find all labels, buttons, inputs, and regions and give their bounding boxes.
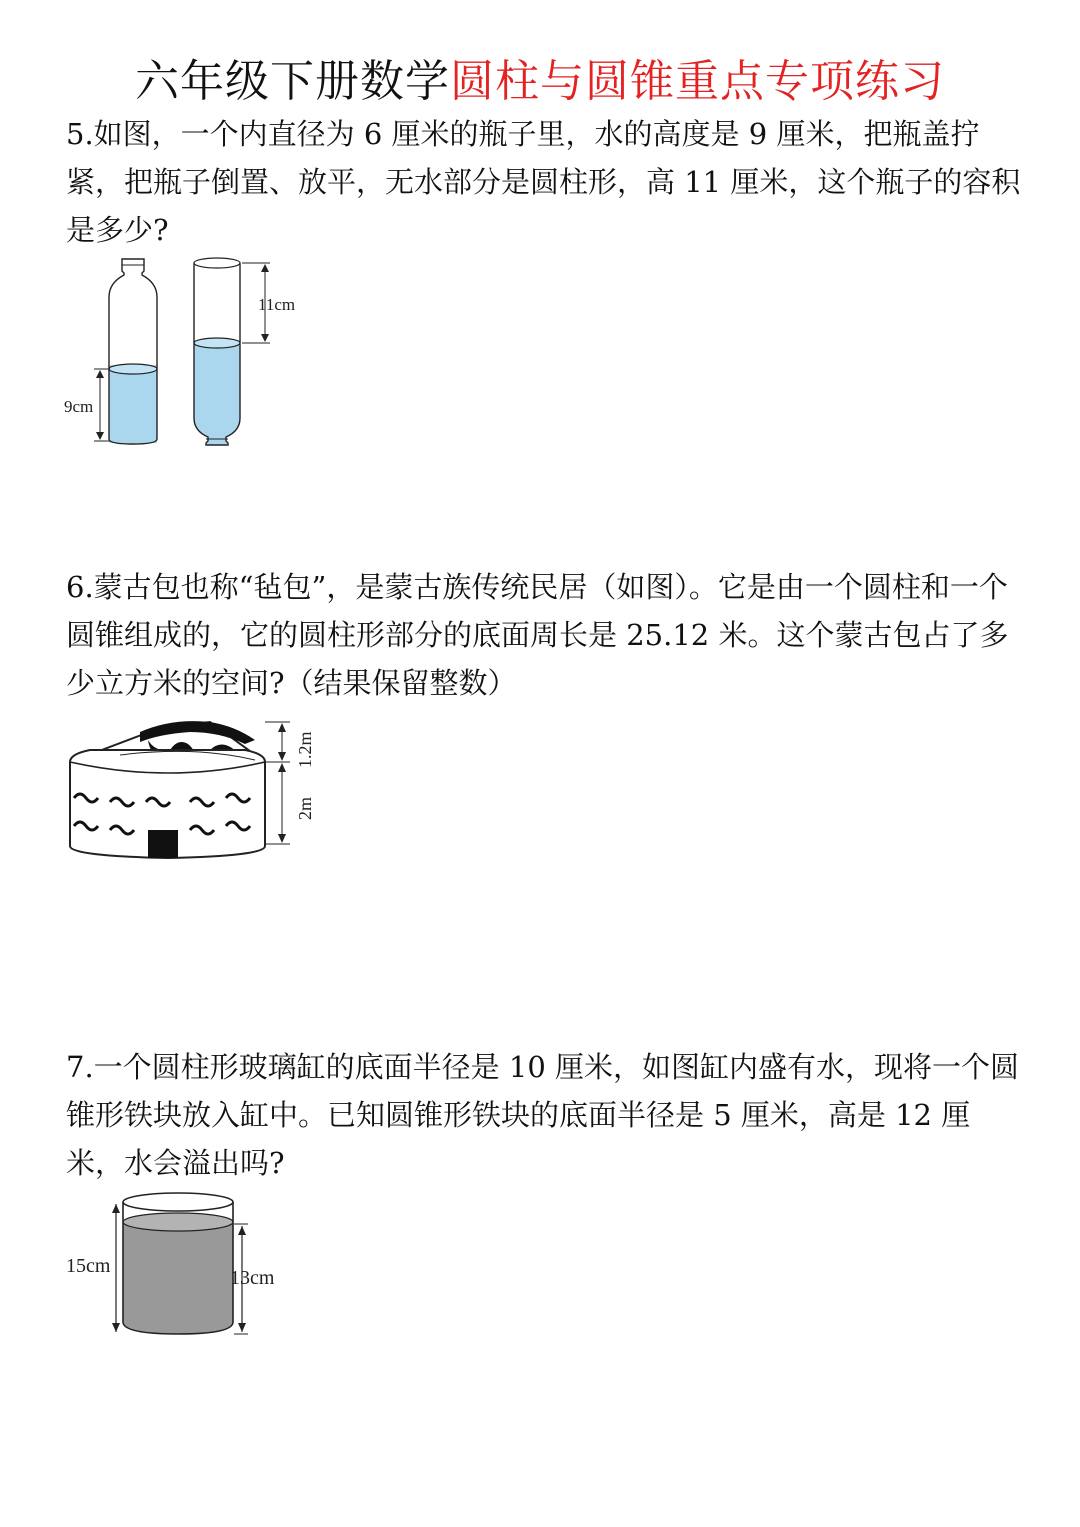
water-level-dimension (230, 1224, 275, 1334)
title-grade: 六年级下册数学 (135, 56, 450, 107)
yurt-dimensions (265, 722, 315, 844)
tank-figure (60, 1180, 300, 1345)
water-height-dimension (64, 369, 110, 441)
yurt-figure (60, 710, 340, 870)
water-height-label: 9cm (64, 397, 94, 416)
upright-water (109, 365, 157, 443)
cylinder-height-label: 2m (295, 796, 315, 820)
inverted-water (194, 340, 240, 418)
title-topic: 圆柱与圆锥重点专项练习 (450, 56, 945, 107)
air-height-dimension (242, 263, 295, 343)
inverted-water-surface (194, 338, 240, 348)
problem-6 (66, 563, 1026, 707)
bottle-diagram (60, 245, 320, 460)
air-height-label: 11cm (258, 295, 296, 314)
tank-rim (123, 1193, 233, 1211)
yurt-door (148, 830, 178, 858)
problem-5-text: 5.如图，一个内直径为 6 厘米的瓶子里，水的高度是 9 厘米，把瓶盖拧紧，把瓶子倒置、放平，无水部分是圆柱形，高 11 厘米，这个瓶子的容积是多少? (66, 117, 1021, 247)
tank-diagram (60, 1180, 300, 1345)
yurt-roof-crown (140, 721, 255, 744)
tank-height-label: 15cm (66, 1255, 111, 1277)
problem-5 (66, 110, 1026, 254)
tank-height-dimension (66, 1204, 120, 1332)
problem-7 (66, 1043, 1026, 1187)
problem-6-text: 6.蒙古包也称“毡包”，是蒙古族传统民居（如图）。它是由一个圆柱和一个圆锥组成的，它的圆柱形部分的底面周长是 25.12 米。这个蒙古包占了多少立方米的空间?（结果保留整数） (66, 570, 1009, 700)
cone-height-label: 1.2m (295, 731, 315, 768)
inverted-bottle (194, 258, 240, 445)
tank-water-surface (123, 1213, 233, 1231)
water-level-label: 13cm (230, 1267, 275, 1289)
worksheet-title (0, 52, 1080, 112)
upright-water-surface (109, 364, 157, 374)
upright-bottle (109, 259, 157, 444)
tank-water (123, 1222, 233, 1334)
bottle-figure (60, 245, 320, 460)
problem-7-text: 7.一个圆柱形玻璃缸的底面半径是 10 厘米，如图缸内盛有水，现将一个圆锥形铁块放入缸中。已知圆锥形铁块的底面半径是 5 厘米，高是 12 厘米，水会溢出吗? (66, 1050, 1020, 1180)
yurt-diagram (60, 710, 340, 870)
